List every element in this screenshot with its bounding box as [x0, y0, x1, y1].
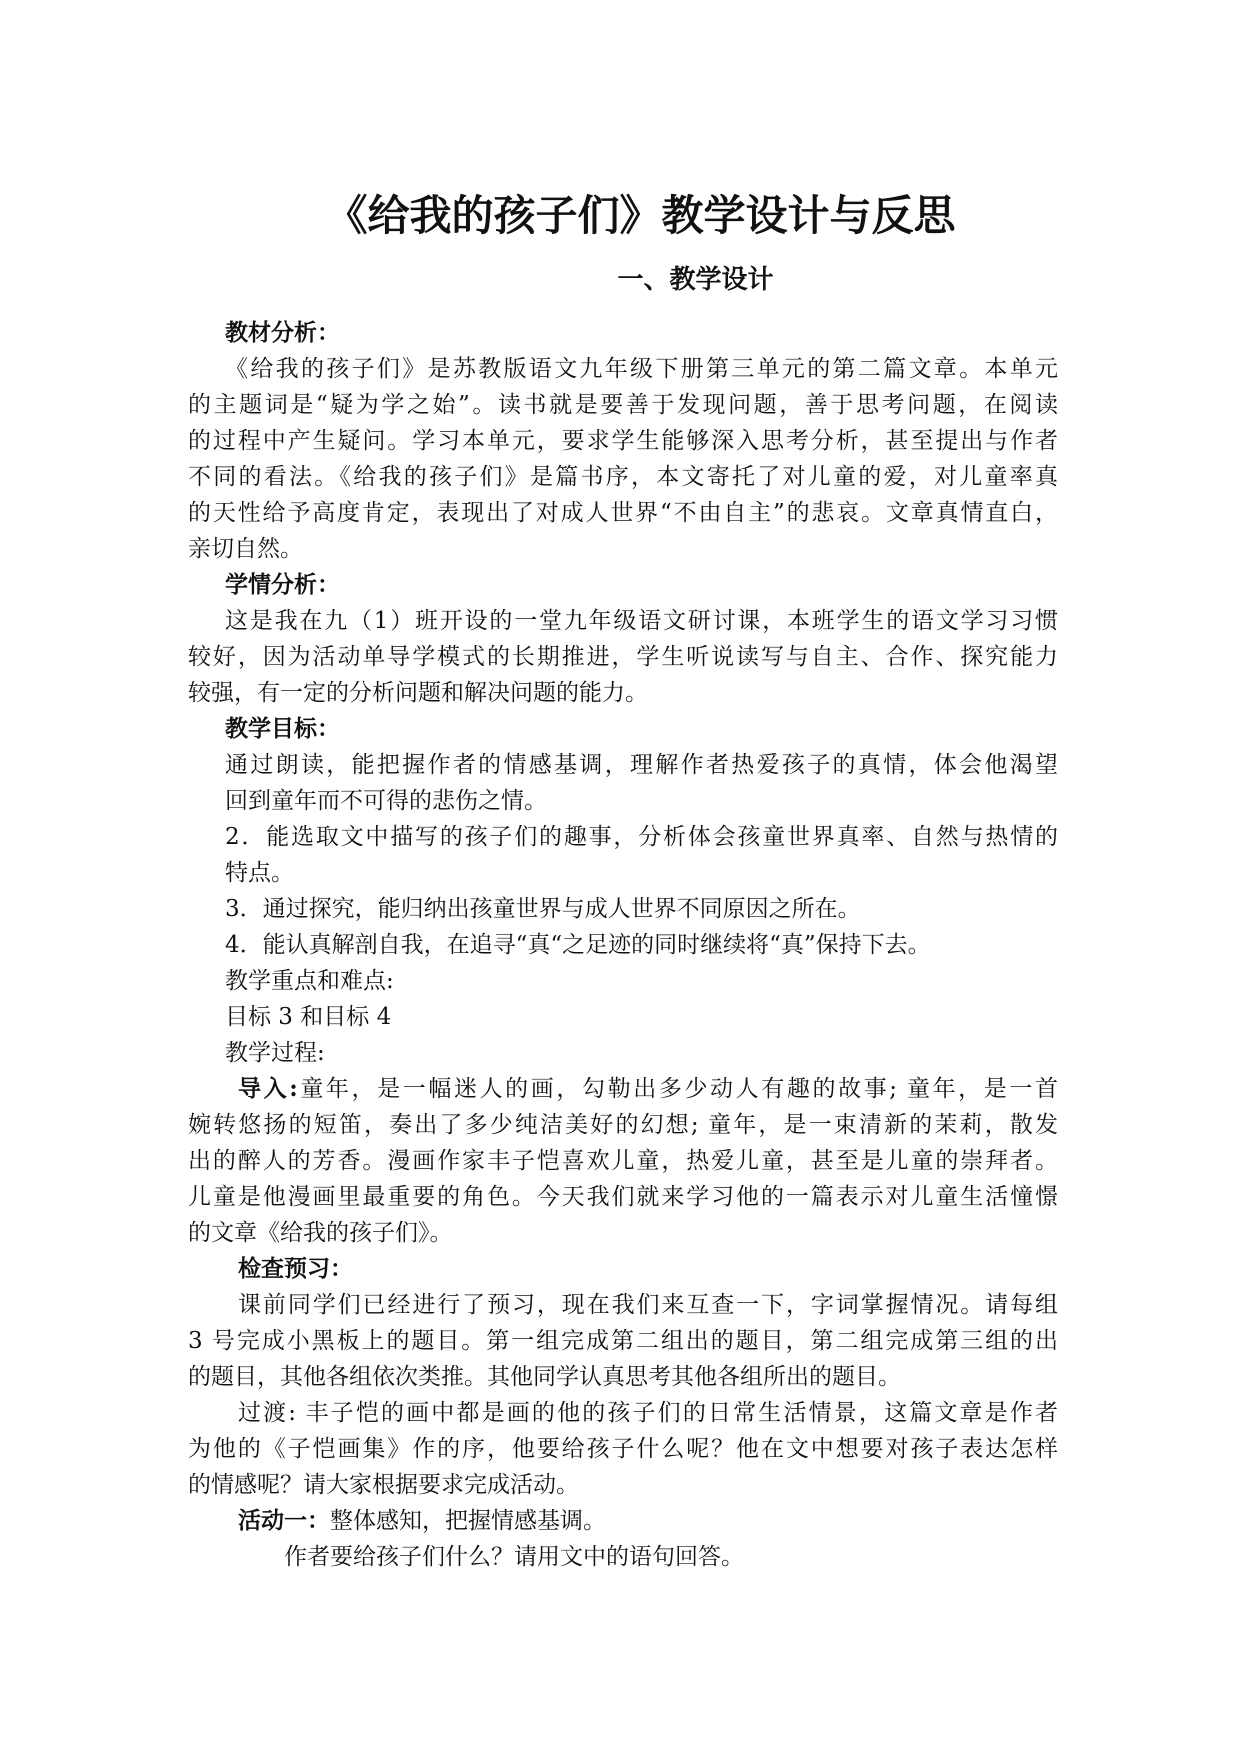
jiancha-line: 课前同学们已经进行了预习，现在我们来互查一下，字词掌握情况。请每组 [238, 1292, 1058, 1318]
jiancha-line: 3 号完成小黑板上的题目。第一组完成第二组出的题目，第二组完成第三组的出 [188, 1328, 1058, 1354]
xueqing-line: 较好，因为活动单导学模式的长期推进，学生听说读写与自主、合作、探究能力 [188, 644, 1058, 670]
huodong1-text: 整体感知，把握情感基调。 [330, 1508, 606, 1534]
mubiao-heading: 教学目标： [225, 715, 340, 742]
mubiao-line: 目标 3 和目标 4 [225, 1004, 392, 1030]
daoru-label: 导入: [238, 1075, 298, 1102]
document-title: 《给我的孩子们》教学设计与反思 [325, 191, 956, 240]
mubiao-line: 通过朗读，能把握作者的情感基调，理解作者热爱孩子的真情，体会他渴望 [225, 752, 1058, 778]
huodong1-line [238, 1503, 606, 1539]
section-title: 一、教学设计 [617, 265, 774, 295]
jiancha-heading: 检查预习： [238, 1255, 353, 1282]
daoru-line: 儿童是他漫画里最重要的角色。今天我们就来学习他的一篇表示对儿童生活憧憬 [188, 1184, 1058, 1210]
huodong1-label: 活动一： [238, 1507, 330, 1534]
guodu-line: 过渡: 丰子恺的画中都是画的他的孩子们的日常生活情景，这篇文章是作者 [238, 1400, 1058, 1426]
jiaocai-line: 亲切自然。 [188, 536, 303, 562]
guodu-line: 的情感呢？请大家根据要求完成活动。 [188, 1472, 579, 1498]
mubiao-line: 3．通过探究，能归纳出孩童世界与成人世界不同原因之所在。 [225, 896, 861, 922]
jiaocai-heading: 教材分析： [225, 319, 340, 346]
daoru-line [238, 1071, 1058, 1107]
jiancha-line: 的题目，其他各组依次类推。其他同学认真思考其他各组所出的题目。 [188, 1364, 901, 1390]
daoru-line: 的文章《给我的孩子们》。 [188, 1220, 453, 1246]
guodu-line: 为他的《子恺画集》作的序，他要给孩子什么呢？他在文中想要对孩子表达怎样 [188, 1436, 1058, 1462]
mubiao-line: 教学过程: [225, 1040, 325, 1066]
mubiao-line: 4．能认真解剖自我，在追寻“真“之足迹的同时继续将“真”保持下去。 [225, 932, 931, 958]
xueqing-line: 较强，有一定的分析问题和解决问题的能力。 [188, 680, 648, 706]
xueqing-line: 这是我在九（1）班开设的一堂九年级语文研讨课，本班学生的语文学习习惯 [225, 608, 1058, 634]
daoru-text: 童年，是一幅迷人的画，勾勒出多少动人有趣的故事; 童年，是一首 [297, 1076, 1059, 1102]
mubiao-line: 回到童年而不可得的悲伤之情。 [225, 788, 547, 814]
jiaocai-line: 的主题词是“疑为学之始”。读书就是要善于发现问题，善于思考问题，在阅读 [188, 392, 1058, 418]
huodong1-question: 作者要给孩子们什么？请用文中的语句回答。 [284, 1544, 744, 1570]
jiaocai-line: 《给我的孩子们》是苏教版语文九年级下册第三单元的第二篇文章。本单元 [225, 356, 1058, 382]
daoru-line: 出的醉人的芳香。漫画作家丰子恺喜欢儿童，热爱儿童，甚至是儿童的崇拜者。 [188, 1148, 1058, 1174]
mubiao-line: 教学重点和难点: [225, 968, 394, 994]
mubiao-line: 2．能选取文中描写的孩子们的趣事，分析体会孩童世界真率、自然与热情的 [225, 824, 1058, 850]
jiaocai-line: 不同的看法。《给我的孩子们》是篇书序，本文寄托了对儿童的爱，对儿童率真 [188, 464, 1058, 490]
daoru-line: 婉转悠扬的短笛，奏出了多少纯洁美好的幻想; 童年，是一束清新的茉莉，散发 [188, 1112, 1058, 1138]
xueqing-heading: 学情分析： [225, 571, 340, 598]
mubiao-line: 特点。 [225, 860, 294, 886]
jiaocai-line: 的过程中产生疑问。学习本单元，要求学生能够深入思考分析，甚至提出与作者 [188, 428, 1058, 454]
jiaocai-line: 的天性给予高度肯定，表现出了对成人世界“不由自主”的悲哀。文章真情直白， [188, 500, 1058, 526]
